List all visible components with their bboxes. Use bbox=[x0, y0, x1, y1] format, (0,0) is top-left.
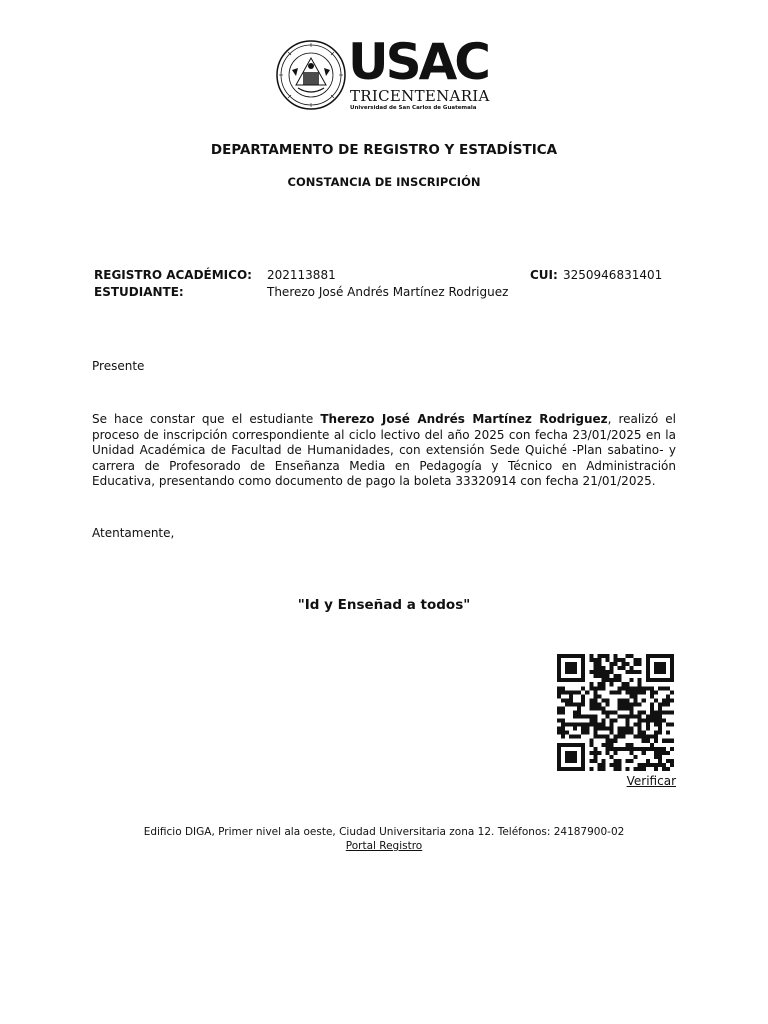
tricentenaria-text: TRICENTENARIA bbox=[350, 87, 490, 105]
department-title: DEPARTAMENTO DE REGISTRO Y ESTADÍSTICA bbox=[210, 142, 558, 158]
usac-logo bbox=[276, 33, 496, 118]
estudiante-value: Therezo José Andrés Martínez Rodriguez bbox=[267, 285, 509, 299]
footer-address: Edificio DIGA, Primer nivel ala oeste, Ciudad Universitaria zona 12. Teléfonos: 24187900-02 bbox=[143, 826, 625, 838]
university-name: Universidad de San Carlos de Guatemala bbox=[350, 105, 477, 111]
paragraph-details: , realizó el proceso de inscripción correspondiente al ciclo lectivo del año 2025 con fecha 23/01/2025 en la Unidad Académica de Facultad de Humanidades, con extensión Sede Quiché -Plan sabatino- y carrera de Profesorado de Enseñanza Media en Pedagogía y Técnico en Administración Educativa, presentando como documento de pago la boleta 33320914 con fecha 21/01/2025. bbox=[92, 412, 676, 489]
registro-label: REGISTRO ACADÉMICO: bbox=[94, 268, 252, 282]
closing: Atentamente, bbox=[92, 526, 175, 540]
portal-registro-link[interactable]: Portal Registro bbox=[345, 840, 423, 852]
cui-label: CUI: bbox=[530, 268, 558, 282]
greeting: Presente bbox=[92, 359, 145, 373]
cui-value: 3250946831401 bbox=[563, 268, 663, 282]
university-seal-icon bbox=[276, 40, 346, 110]
verify-link[interactable]: Verificar bbox=[626, 774, 676, 788]
qr-code-icon[interactable] bbox=[557, 654, 674, 771]
estudiante-label: ESTUDIANTE: bbox=[94, 285, 184, 299]
paragraph-student-name: Therezo José Andrés Martínez Rodriguez bbox=[320, 412, 608, 426]
document-title: CONSTANCIA DE INSCRIPCIÓN bbox=[287, 175, 481, 189]
registro-value: 202113881 bbox=[267, 268, 336, 282]
university-motto: "Id y Enseñad a todos" bbox=[297, 597, 471, 613]
usac-brand-text: USAC bbox=[348, 33, 489, 91]
paragraph-intro: Se hace constar que el estudiante bbox=[92, 412, 321, 426]
certification-paragraph bbox=[92, 412, 676, 490]
